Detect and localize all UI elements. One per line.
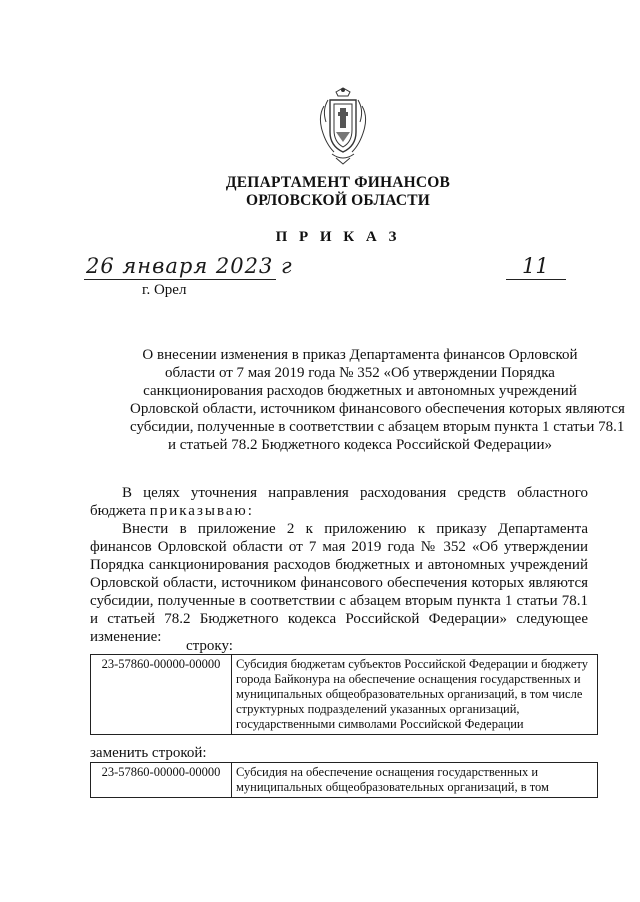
subject-line: Орловской области, источником финансового обеспечения которых являются [130, 401, 625, 417]
order-number-handwritten: 11 [522, 254, 549, 278]
date-underline [84, 279, 276, 280]
coat-of-arms-icon [314, 86, 372, 166]
label-row: строку: [186, 638, 233, 654]
subject-line: области от 7 мая 2019 года № 352 «Об утверждении Порядка [165, 365, 555, 381]
number-underline [506, 279, 566, 280]
table-new-row [90, 762, 598, 798]
budget-code-cell: 23-57860-00000-00000 [91, 655, 232, 735]
city-label: г. Орел [142, 282, 187, 298]
department-name-line2: ОРЛОВСКОЙ ОБЛАСТИ [245, 192, 431, 209]
table-row [91, 655, 598, 735]
purpose-text: В целях уточнения направления расходования средств областного бюджета [90, 485, 588, 519]
body-paragraph-purpose [90, 484, 588, 520]
order-title: П Р И К А З [275, 229, 401, 245]
subject-line: санкционирования расходов бюджетных и автономных учреждений [143, 383, 577, 399]
table-old-row [90, 654, 598, 735]
budget-code-cell: 23-57860-00000-00000 [91, 763, 232, 798]
description-cell: Субсидия бюджетам субъектов Российской Федерации и бюджету города Байконура на обеспечение оснащения государственных и муниципальных общеобразовательных организаций, в том числе структурных подразделений указанных организаций, государственными символами Российской Федерации [232, 655, 598, 735]
subject-line: О внесении изменения в приказ Департамента финансов Орловской [142, 347, 578, 363]
order-subject [130, 346, 625, 454]
department-name-line1: ДЕПАРТАМЕНТ ФИНАНСОВ [225, 174, 451, 191]
order-date-handwritten: 26 января 2023 г [86, 254, 293, 278]
body-paragraph-change: Внести в приложение 2 к приложению к приказу Департамента финансов Орловской области от 7 мая 2019 года № 352 «Об утверждении Порядка санкционирования расходов бюджетных и автономных учреждений Орловской области, источником финансового обеспечения которых являются субсидии, полученные в соответствии с абзацем вторым пункта 1 статьи 78.1 и статьей 78.2 Бюджетного кодекса Российской Федерации» следующее изменение: [90, 521, 588, 645]
order-verb: приказываю: [149, 503, 254, 519]
label-replace: заменить строкой: [90, 745, 207, 761]
subject-line: и статьей 78.2 Бюджетного кодекса Российской Федерации» [168, 437, 552, 453]
table-row [91, 763, 598, 798]
subject-line: субсидии, полученные в соответствии с абзацем вторым пункта 1 статьи 78.1 [130, 419, 625, 435]
description-cell: Субсидия на обеспечение оснащения государственных и муниципальных общеобразовательных организаций, в том [232, 763, 598, 798]
